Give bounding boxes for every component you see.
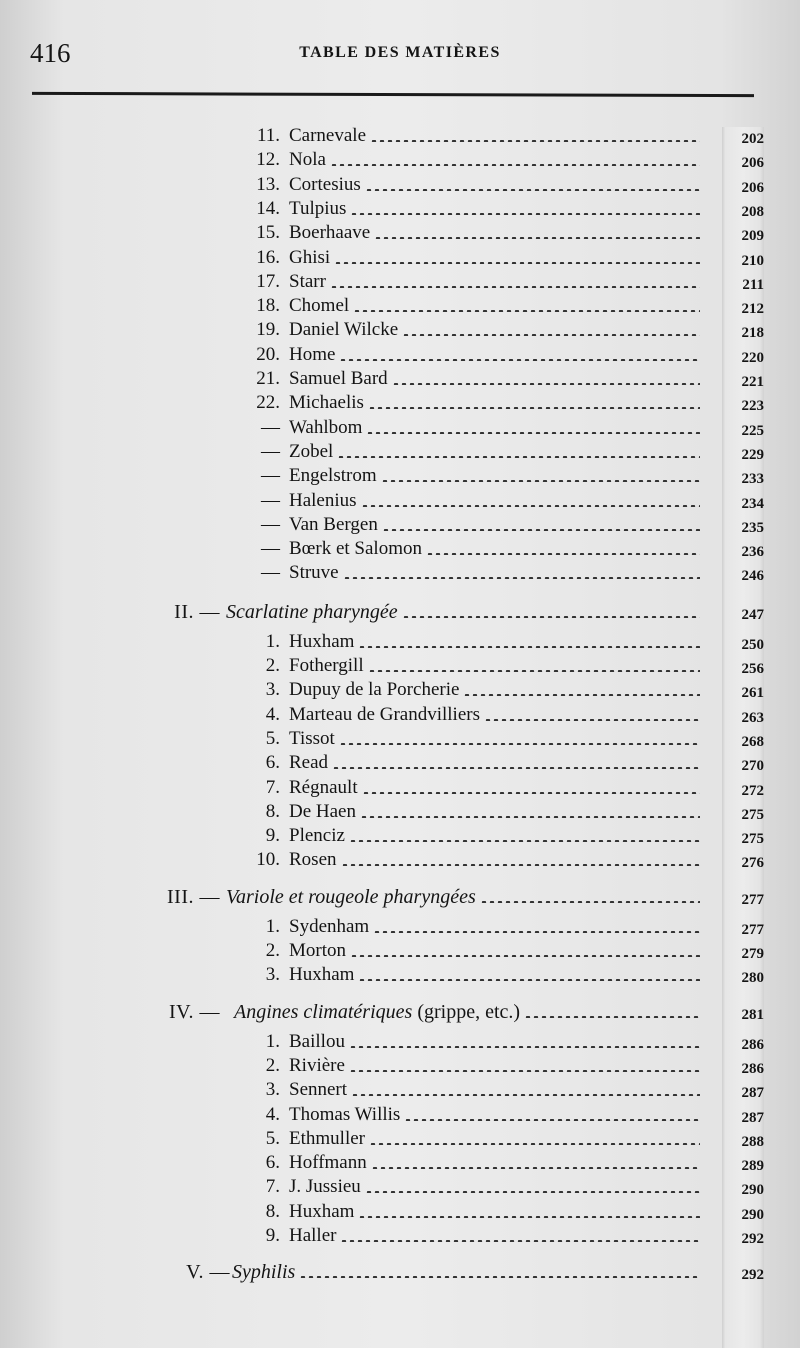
- running-title: TABLE DES MATIÈRES: [299, 44, 501, 61]
- dot-leader: [349, 1070, 700, 1072]
- toc-entry-number: 22.: [256, 392, 280, 414]
- toc-page-number: 290: [722, 1203, 764, 1348]
- toc-page-number: 263: [722, 706, 764, 1348]
- toc-entry-row: [0, 848, 800, 872]
- toc-entry-title: [232, 1260, 295, 1284]
- header-rule: [32, 92, 754, 97]
- toc-page-number: 268: [722, 730, 764, 1348]
- toc-page-number: 234: [722, 492, 764, 1348]
- toc-entry-title: Michaelis: [289, 392, 364, 414]
- toc-page-number: 292: [722, 1227, 764, 1348]
- toc-entry-number: —: [261, 465, 280, 487]
- dot-leader: [362, 792, 700, 794]
- toc-page-number: 229: [722, 443, 764, 1348]
- toc-entry-number: 20.: [256, 343, 280, 365]
- toc-entry-row: [0, 221, 800, 245]
- toc-entry-title: Huxham: [289, 964, 355, 986]
- toc-page-number: 210: [722, 249, 764, 1348]
- toc-entry-number: 6.: [265, 752, 280, 774]
- toc-entry-number: 9.: [265, 1225, 280, 1246]
- dot-leader: [369, 1143, 700, 1145]
- toc-entry-title: Hoffmann: [289, 1152, 367, 1174]
- toc-entry-title: [226, 600, 398, 624]
- dot-leader: [330, 164, 700, 166]
- toc-page-number: 202: [722, 127, 764, 1348]
- toc-page-number: 235: [722, 516, 764, 1348]
- dot-leader: [371, 1167, 700, 1169]
- toc-entry-title: [234, 1000, 520, 1024]
- toc-entry-title: Fothergill: [289, 655, 364, 676]
- toc-entry-number: 8.: [265, 1200, 280, 1222]
- toc-section-row: [0, 600, 800, 624]
- toc-entry-number: 13.: [256, 173, 280, 195]
- toc-entry-row: [0, 173, 800, 197]
- toc-entry-number: 1.: [265, 915, 280, 937]
- toc-entry-row: [0, 776, 800, 800]
- toc-entry-row: [0, 1030, 800, 1054]
- dot-leader: [368, 670, 700, 672]
- toc-entry-title: Thomas Willis: [289, 1103, 401, 1125]
- toc-entry-row: [0, 294, 800, 318]
- toc-entry-title: Sydenham: [289, 915, 370, 937]
- toc-entry-number: 8.: [265, 800, 280, 822]
- dot-leader: [358, 646, 700, 648]
- toc-entry-row: [0, 963, 800, 987]
- dot-leader: [351, 1094, 700, 1096]
- toc-page-number: 206: [722, 151, 764, 1348]
- toc-page-number: 246: [722, 564, 764, 1348]
- dot-leader: [382, 529, 700, 531]
- toc-entry-row: [0, 391, 800, 415]
- dot-leader: [365, 1191, 700, 1193]
- toc-entry-title: Rivière: [289, 1054, 345, 1076]
- toc-entry-number: 1.: [265, 1030, 280, 1052]
- toc-entry-title: Boerhaave: [289, 222, 371, 244]
- toc-entry-number: —: [261, 562, 280, 584]
- toc-entry-title: Samuel Bard: [289, 368, 388, 389]
- dot-leader: [374, 237, 700, 239]
- toc-entry-number: 6.: [265, 1152, 280, 1174]
- toc-section-title: Angines climatériques: [234, 1000, 413, 1023]
- toc-page-number: 247: [722, 603, 764, 1348]
- toc-entry-number: III. —: [167, 885, 220, 908]
- toc-page-number: 225: [722, 419, 764, 1348]
- toc-entry-row: [0, 678, 800, 702]
- toc-entry-number: 11.: [256, 125, 280, 146]
- dot-leader: [361, 505, 700, 507]
- dot-leader: [366, 432, 700, 434]
- toc-page-number: 209: [722, 224, 764, 1348]
- toc-entry-row: [0, 1127, 800, 1151]
- toc-entry-title: Tulpius: [289, 197, 347, 219]
- dot-leader: [339, 743, 700, 745]
- toc-entry-number: 4.: [265, 703, 280, 725]
- toc-entry-row: [0, 1200, 800, 1224]
- toc-page-number: 275: [722, 803, 764, 1348]
- dot-leader: [402, 334, 700, 336]
- toc-page-number: 212: [722, 297, 764, 1348]
- toc-entry-row: [0, 939, 800, 963]
- toc-entry-row: [0, 416, 800, 440]
- toc-entry-number: 2.: [265, 1054, 280, 1076]
- toc-entry-number: 3.: [265, 964, 280, 986]
- toc-entry-title: Marteau de Grandvilliers: [289, 703, 480, 725]
- dot-leader: [349, 1046, 700, 1048]
- toc-entry-title: Van Bergen: [289, 513, 378, 535]
- dot-leader: [358, 1216, 700, 1218]
- toc-section-row: [0, 885, 800, 909]
- toc-entry-row: [0, 630, 800, 654]
- toc-entry-number: 17.: [256, 270, 280, 292]
- dot-leader: [463, 694, 700, 696]
- dot-leader: [334, 262, 700, 264]
- toc-entry-title: Starr: [289, 270, 326, 292]
- toc-entry-row: [0, 1224, 800, 1248]
- toc-entry-number: —: [261, 538, 280, 560]
- toc-entry-row: [0, 1103, 800, 1127]
- toc-entry-number: 16.: [256, 246, 280, 268]
- toc-entry-number: 15.: [256, 222, 280, 244]
- toc-section-title: Variole et rougeole pharyngées: [226, 885, 476, 908]
- dot-leader: [365, 189, 700, 191]
- toc-entry-row: [0, 197, 800, 221]
- toc-entry-row: [0, 464, 800, 488]
- toc-entry-row: [0, 751, 800, 775]
- toc-entry-number: 10.: [256, 849, 280, 871]
- toc-entry-row: [0, 1078, 800, 1102]
- dot-leader: [360, 816, 700, 818]
- toc-entry-title: Home: [289, 343, 336, 365]
- toc-entry-title: Halenius: [289, 489, 357, 511]
- toc-entry-row: [0, 367, 800, 391]
- toc-entry-number: 2.: [265, 655, 280, 676]
- toc-entry-row: [0, 440, 800, 464]
- toc-entry-number: 1.: [265, 630, 280, 652]
- toc-entry-title: Ghisi: [289, 246, 331, 268]
- toc-entry-number: —: [261, 440, 280, 462]
- toc-entry-row: [0, 1151, 800, 1175]
- toc-entry-title: Bœrk et Salomon: [289, 538, 422, 560]
- toc-entry-title: Ethmuller: [289, 1127, 365, 1149]
- toc-entry-row: [0, 148, 800, 172]
- toc-page-number: 290: [722, 1178, 764, 1348]
- toc-entry-row: [0, 1054, 800, 1078]
- dot-leader: [343, 577, 700, 579]
- toc-entry-title: Rosen: [289, 849, 337, 871]
- dot-leader: [349, 840, 700, 842]
- toc-entry-title: Engelstrom: [289, 465, 377, 487]
- dot-leader: [484, 719, 700, 721]
- dot-leader: [330, 286, 700, 288]
- toc-entry-number: 2.: [265, 940, 280, 961]
- toc-entry-row: [0, 513, 800, 537]
- toc-entry-title: J. Jussieu: [289, 1176, 361, 1198]
- toc-page-number: 287: [722, 1106, 764, 1348]
- dot-leader: [402, 616, 700, 618]
- toc-entry-title: Wahlbom: [289, 416, 363, 438]
- toc-page-number: 287: [722, 1081, 764, 1348]
- toc-entry-number: 4.: [265, 1103, 280, 1125]
- dot-leader: [368, 407, 700, 409]
- toc-entry-number: V. —: [186, 1261, 230, 1284]
- toc-entry-row: [0, 489, 800, 513]
- toc-entry-number: —: [261, 416, 280, 438]
- toc-entry-title: Struve: [289, 562, 339, 584]
- toc-entry-title: Baillou: [289, 1030, 345, 1052]
- toc-entry-row: [0, 124, 800, 148]
- toc-page-number: 221: [722, 370, 764, 1348]
- toc-page-number: 250: [722, 633, 764, 1348]
- toc-page-number: 279: [722, 942, 764, 1348]
- toc-section-row: [0, 1000, 800, 1024]
- toc-page-number: 289: [722, 1154, 764, 1348]
- toc-page-number: 211: [722, 273, 764, 1348]
- dot-leader: [332, 767, 700, 769]
- toc-entry-row: [0, 270, 800, 294]
- toc-page-number: 233: [722, 467, 764, 1348]
- toc-entry-number: 3.: [265, 1079, 280, 1101]
- toc-page-number: 281: [722, 1003, 764, 1348]
- toc-page-number: 206: [722, 176, 764, 1348]
- toc-entry-title: Read: [289, 752, 329, 774]
- toc-entry-title: Carnevale: [289, 125, 367, 146]
- toc-page-number: 218: [722, 321, 764, 1348]
- dot-leader: [404, 1119, 700, 1121]
- dot-leader: [373, 931, 700, 933]
- dot-leader: [353, 310, 700, 312]
- toc-entry-number: 7.: [265, 1176, 280, 1198]
- dot-leader: [524, 1016, 700, 1018]
- toc-entry-number: 5.: [265, 1127, 280, 1149]
- toc-entry-title: Régnault: [289, 776, 358, 798]
- toc-entry-row: [0, 915, 800, 939]
- dot-leader: [337, 456, 700, 458]
- toc-entry-title: Nola: [289, 149, 326, 171]
- dot-leader: [339, 359, 700, 361]
- toc-page-number: 208: [722, 200, 764, 1348]
- dot-leader: [340, 1240, 700, 1242]
- dot-leader: [341, 864, 701, 866]
- dot-leader: [426, 553, 700, 555]
- dot-leader: [370, 140, 700, 142]
- dot-leader: [392, 383, 700, 385]
- toc-page-number: 223: [722, 394, 764, 1348]
- toc-page-number: 236: [722, 540, 764, 1348]
- dot-leader: [480, 901, 700, 903]
- toc-entry-title: Huxham: [289, 1200, 355, 1222]
- toc-page-number: 288: [722, 1130, 764, 1348]
- toc-page-number: 286: [722, 1033, 764, 1348]
- toc-entry-title: Cortesius: [289, 173, 361, 195]
- dot-leader: [350, 213, 700, 215]
- toc-entry-title: Huxham: [289, 630, 355, 652]
- toc-page-number: 286: [722, 1057, 764, 1348]
- toc-entry-row: [0, 703, 800, 727]
- toc-entry-title: Sennert: [289, 1079, 348, 1101]
- toc-entry-title: Morton: [289, 940, 346, 961]
- toc-page-number: 270: [722, 754, 764, 1348]
- toc-page-number: 277: [722, 918, 764, 1348]
- dot-leader: [358, 979, 700, 981]
- toc-entry-number: —: [261, 513, 280, 535]
- toc-entry-title: Dupuy de la Porcherie: [289, 679, 460, 701]
- toc-page-number: 275: [722, 827, 764, 1348]
- toc-entry-number: 14.: [256, 197, 280, 219]
- toc-entry-number: 7.: [265, 776, 280, 798]
- toc-entry-row: [0, 561, 800, 585]
- toc-entry-number: 3.: [265, 679, 280, 701]
- toc-page-number: 276: [722, 851, 764, 1348]
- page-number: 416: [30, 38, 71, 68]
- toc-page-number: 280: [722, 966, 764, 1348]
- toc-entry-number: —: [261, 489, 280, 511]
- toc-section-subtitle: (grippe, etc.): [412, 1000, 521, 1023]
- toc-entry-row: [0, 537, 800, 561]
- toc-page-number: 261: [722, 681, 764, 1348]
- toc-page-number: 277: [722, 888, 764, 1348]
- toc-entry-row: [0, 246, 800, 270]
- toc-entry-number: 18.: [256, 295, 280, 317]
- toc-entry-row: [0, 654, 800, 678]
- toc-entry-number: 12.: [256, 149, 280, 171]
- toc-page-number: 220: [722, 346, 764, 1348]
- toc-entry-title: Daniel Wilcke: [289, 319, 399, 341]
- toc-entry-row: [0, 824, 800, 848]
- toc-section-row: [0, 1260, 800, 1284]
- dot-leader: [299, 1276, 700, 1278]
- toc-entry-title: Tissot: [289, 727, 335, 749]
- toc-page-number: 256: [722, 657, 764, 1348]
- toc-entry-title: De Haen: [289, 800, 356, 822]
- toc-entry-number: II. —: [174, 600, 220, 623]
- dot-leader: [350, 955, 700, 957]
- toc-entry-row: [0, 727, 800, 751]
- toc-entry-row: [0, 1175, 800, 1199]
- toc-entry-row: [0, 800, 800, 824]
- toc-entry-title: Plenciz: [289, 825, 345, 847]
- toc-section-title: Scarlatine pharyngée: [226, 600, 398, 623]
- toc-entry-title: Zobel: [289, 440, 334, 462]
- toc-entry-number: 19.: [256, 319, 280, 341]
- toc-entry-title: [226, 885, 476, 909]
- toc-page-number: 292: [722, 1263, 764, 1348]
- toc-entry-row: [0, 343, 800, 367]
- toc-entry-number: 5.: [265, 727, 280, 749]
- toc-entry-title: Chomel: [289, 295, 350, 317]
- toc-entry-number: IV. —: [168, 1000, 220, 1023]
- toc-entry-number: 9.: [265, 825, 280, 847]
- toc-page-number: 272: [722, 779, 764, 1348]
- toc-entry-row: [0, 318, 800, 342]
- toc-section-title: Syphilis: [232, 1261, 296, 1284]
- dot-leader: [381, 480, 700, 482]
- toc-entry-title: Haller: [289, 1225, 337, 1246]
- toc-entry-number: 21.: [256, 368, 280, 389]
